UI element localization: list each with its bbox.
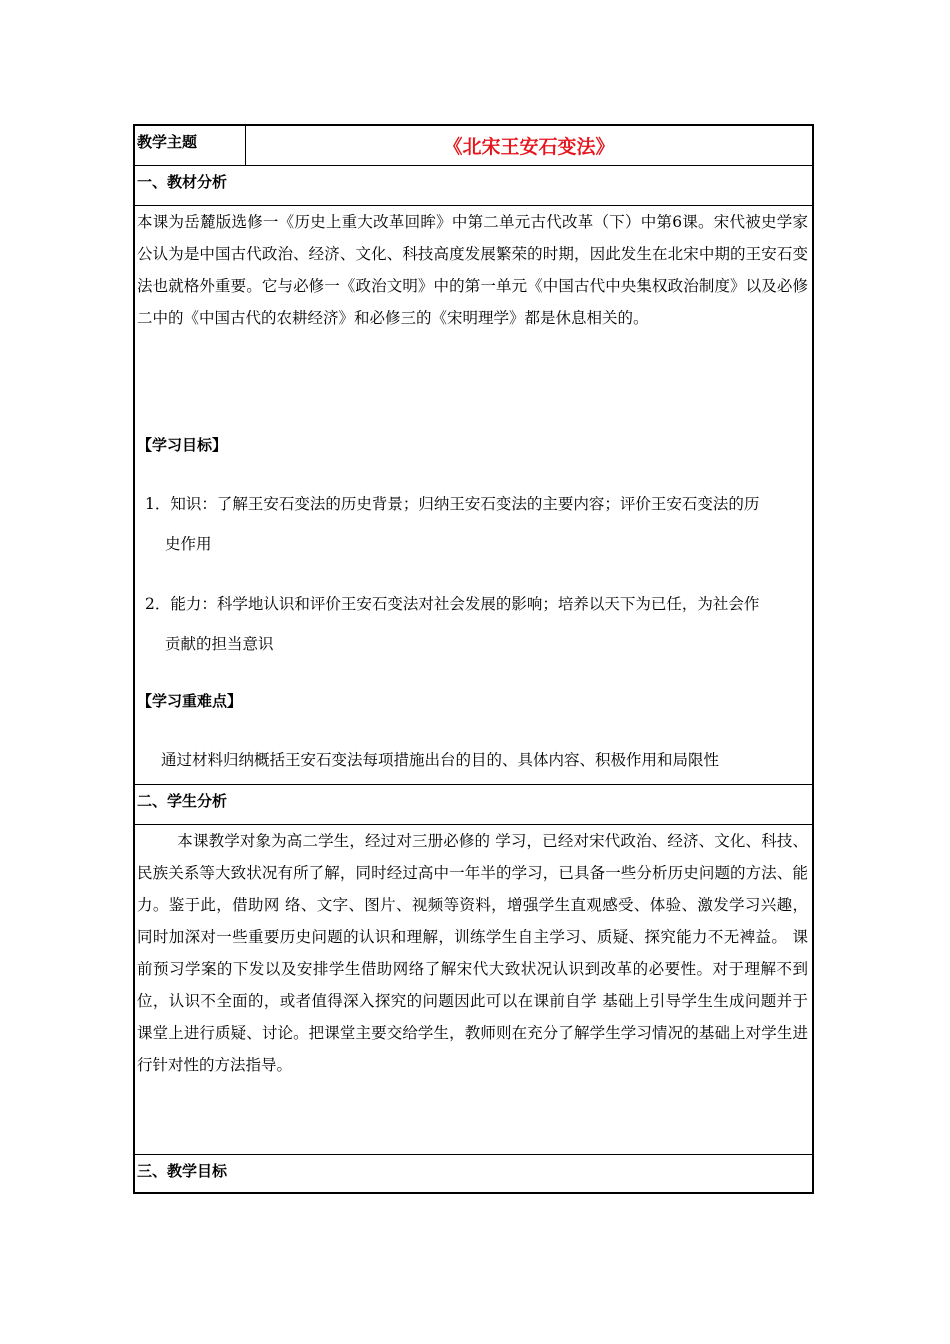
topic-label: 教学主题: [137, 133, 198, 151]
section2-heading: 二、学生分析: [137, 792, 228, 810]
lesson-title: 《北宋王安石变法》: [443, 136, 615, 158]
student-analysis-paragraph: 本课教学对象为高二学生，经过对三册必修的 学习，已经对宋代政治、经济、文化、科技、民族关系等大致状况有所了解，同时经过高中一年半的学习，已具备一些分析历史问题的方法、能力。鉴于此，借助网 络、文字、图片、视频等资料，增强学生直观感受、体验、激发学习兴趣，同时加深对一些重要历史问题的认识和理解，训练学生自主学习、质疑、探究能力不无裨益。 课前预习学案的下发以及安排学生借助网络了解宋代大致状况认识到改革的必要性。对于理解不到位，认识不全面的，或者值得深入探究的问题因此可以在课前自学 基础上引导学生生成问题并于课堂上进行质疑、讨论。把课堂主要交给学生，教师则在充分了解学生学习情况的基础上对学生进行针对性的方法指导。: [137, 832, 808, 1074]
section3-heading: 三、教学目标: [137, 1162, 228, 1180]
goal2-line1: 2．能力：科学地认识和评价王安石变法对社会发展的影响；培养以天下为已任，为社会作: [145, 595, 760, 613]
section3-heading-row: [135, 1155, 812, 1194]
lesson-plan-table: [133, 124, 814, 1194]
key-points-text: 通过材料归纳概括王安石变法每项措施出台的目的、具体内容、积极作用和局限性: [161, 751, 720, 769]
goal1-line2: 史作用: [165, 535, 212, 553]
section1-heading: 一、教材分析: [137, 173, 228, 191]
goal1-line1: 1．知识：了解王安石变法的历史背景；归纳王安石变法的主要内容；评价王安石变法的历: [145, 495, 760, 513]
section1-heading-row: [135, 166, 812, 206]
learning-goals-heading: 【学习目标】: [137, 436, 228, 454]
key-points-heading: 【学习重难点】: [137, 692, 243, 710]
goal2-line2: 贡献的担当意识: [165, 635, 274, 653]
section1-content-row: [135, 206, 812, 785]
section2-content-row: [135, 825, 812, 1155]
topic-row: [135, 126, 812, 166]
textbook-analysis-paragraph: 本课为岳麓版选修一《历史上重大改革回眸》中第二单元古代改革（下）中第6课。宋代被史学家公认为是中国古代政治、经济、文化、科技高度发展繁荣的时期，因此发生在北宋中期的王安石变法也就格外重要。它与必修一《政治文明》中的第一单元《中国古代中央集权政治制度》以及必修二中的《中国古代的农耕经济》和必修三的《宋明理学》都是休息相关的。: [137, 213, 808, 327]
section2-heading-row: [135, 785, 812, 825]
